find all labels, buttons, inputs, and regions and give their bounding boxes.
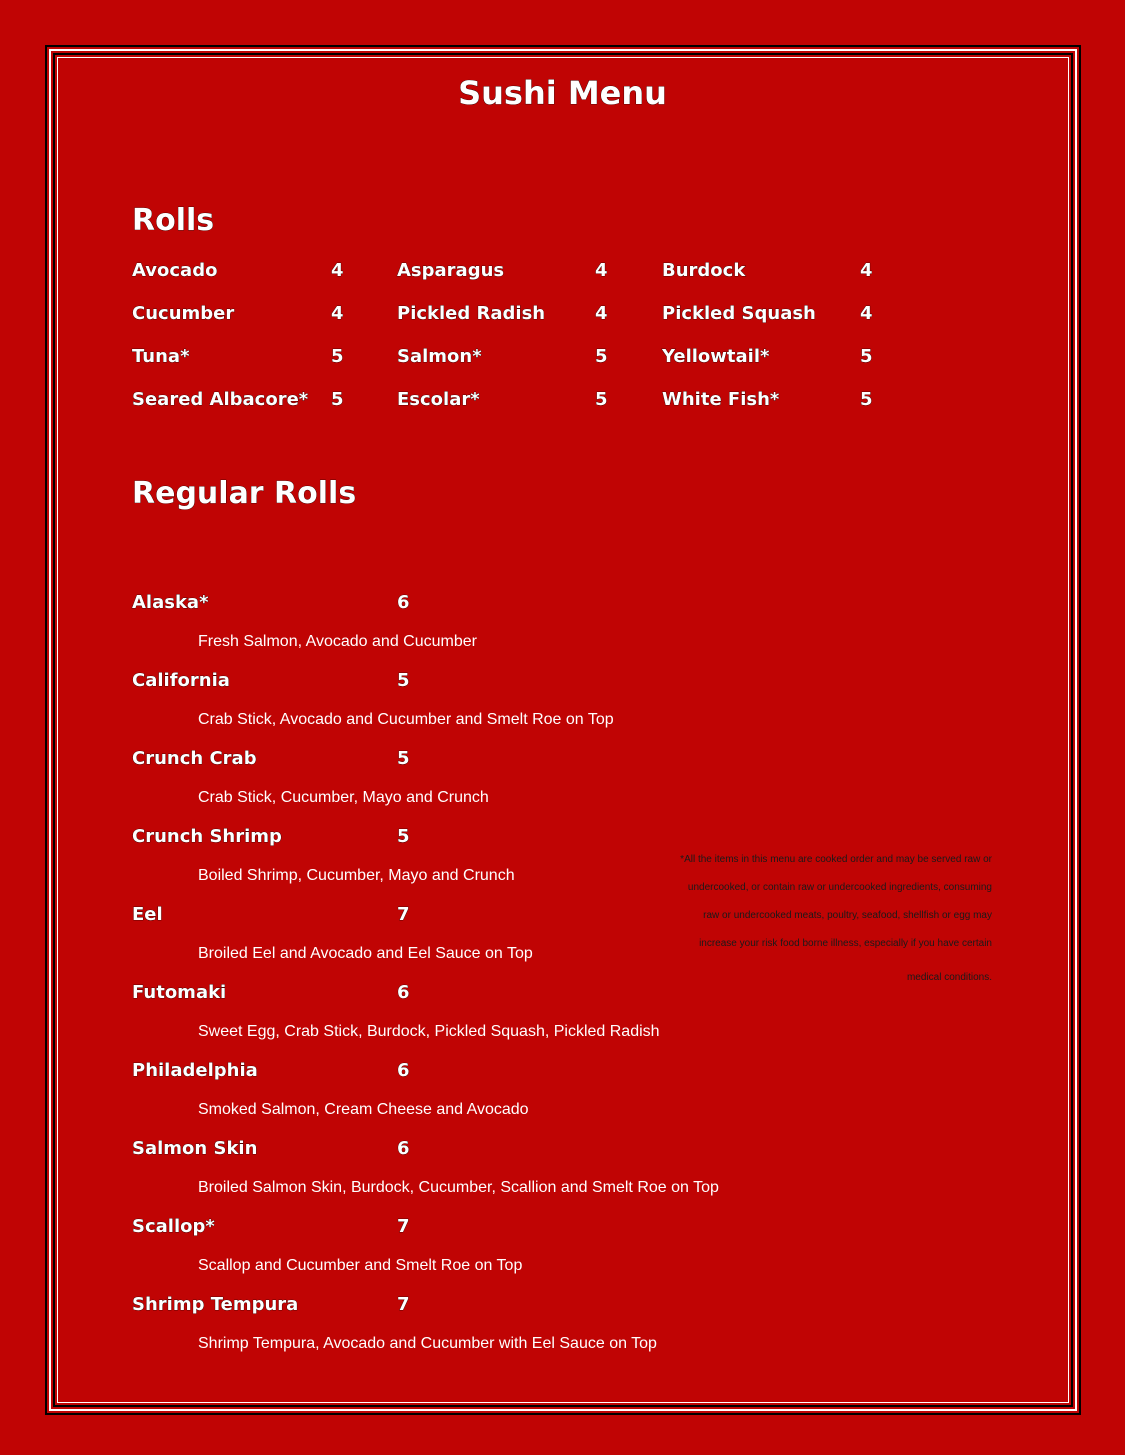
page-title: Sushi Menu <box>458 74 667 112</box>
regular-roll-price: 7 <box>397 1294 410 1315</box>
roll-item-name: Tuna* <box>132 346 190 367</box>
regular-roll-description: Crab Stick, Cucumber, Mayo and Crunch <box>198 789 489 806</box>
regular-roll-price: 6 <box>397 982 410 1003</box>
regular-roll-name: Crunch Shrimp <box>132 826 282 847</box>
roll-item-name: Pickled Squash <box>662 303 816 324</box>
section-heading-rolls: Rolls <box>132 203 215 238</box>
regular-roll-description: Broiled Salmon Skin, Burdock, Cucumber, Scallion and Smelt Roe on Top <box>198 1179 719 1196</box>
roll-item-name: Salmon* <box>397 346 482 367</box>
regular-roll-price: 5 <box>397 670 410 691</box>
regular-roll-name: Futomaki <box>132 982 227 1003</box>
roll-item-price: 4 <box>331 303 344 324</box>
roll-item-price: 5 <box>331 389 344 410</box>
regular-roll-name: Alaska* <box>132 592 209 613</box>
disclaimer-line: undercooked, or contain raw or undercooked ingredients, consuming <box>687 882 992 893</box>
disclaimer-line: medical conditions. <box>906 972 992 983</box>
roll-item-price: 4 <box>595 303 608 324</box>
regular-roll-price: 6 <box>397 592 410 613</box>
roll-item-price: 5 <box>331 346 344 367</box>
roll-item-name: Pickled Radish <box>397 303 546 324</box>
regular-roll-price: 6 <box>397 1138 410 1159</box>
roll-item-price: 4 <box>595 260 608 281</box>
roll-item-price: 5 <box>595 389 608 410</box>
regular-roll-name: California <box>132 670 230 691</box>
roll-item-name: Escolar* <box>397 389 480 410</box>
regular-roll-name: Crunch Crab <box>132 748 257 769</box>
regular-roll-price: 5 <box>397 748 410 769</box>
regular-roll-price: 7 <box>397 1216 410 1237</box>
regular-roll-description: Fresh Salmon, Avocado and Cucumber <box>198 633 477 650</box>
regular-roll-description: Smoked Salmon, Cream Cheese and Avocado <box>198 1101 529 1118</box>
disclaimer-line: *All the items in this menu are cooked order and may be served raw or <box>680 854 992 865</box>
regular-roll-description: Crab Stick, Avocado and Cucumber and Smelt Roe on Top <box>198 711 614 728</box>
roll-item-price: 5 <box>595 346 608 367</box>
regular-roll-price: 5 <box>397 826 410 847</box>
roll-item-price: 4 <box>860 303 873 324</box>
roll-item-name: Burdock <box>662 260 746 281</box>
disclaimer-line: raw or undercooked meats, poultry, seafood, shellfish or egg may <box>703 910 992 921</box>
regular-roll-name: Eel <box>132 904 163 925</box>
regular-roll-name: Salmon Skin <box>132 1138 258 1159</box>
roll-item-price: 5 <box>860 389 873 410</box>
regular-roll-description: Boiled Shrimp, Cucumber, Mayo and Crunch <box>198 867 515 884</box>
disclaimer-line: increase your risk food borne illness, especially if you have certain <box>699 938 992 949</box>
regular-roll-description: Shrimp Tempura, Avocado and Cucumber with Eel Sauce on Top <box>198 1335 657 1352</box>
regular-roll-description: Sweet Egg, Crab Stick, Burdock, Pickled Squash, Pickled Radish <box>198 1023 660 1040</box>
disclaimer <box>640 846 992 998</box>
roll-item-price: 4 <box>331 260 344 281</box>
regular-roll-description: Scallop and Cucumber and Smelt Roe on Top <box>198 1257 523 1274</box>
regular-roll-name: Scallop* <box>132 1216 215 1237</box>
roll-item-name: Cucumber <box>132 303 235 324</box>
regular-roll-name: Shrimp Tempura <box>132 1294 299 1315</box>
roll-item-name: White Fish* <box>662 389 780 410</box>
regular-roll-description: Broiled Eel and Avocado and Eel Sauce on Top <box>198 945 533 962</box>
regular-roll-name: Philadelphia <box>132 1060 258 1081</box>
regular-roll-price: 6 <box>397 1060 410 1081</box>
roll-item-price: 5 <box>860 346 873 367</box>
roll-item-name: Asparagus <box>397 260 505 281</box>
regular-roll-price: 7 <box>397 904 410 925</box>
roll-item-name: Yellowtail* <box>662 346 770 367</box>
roll-item-name: Avocado <box>132 260 218 281</box>
section-heading-regular-rolls: Regular Rolls <box>132 476 357 511</box>
roll-item-price: 4 <box>860 260 873 281</box>
roll-item-name: Seared Albacore* <box>132 389 309 410</box>
